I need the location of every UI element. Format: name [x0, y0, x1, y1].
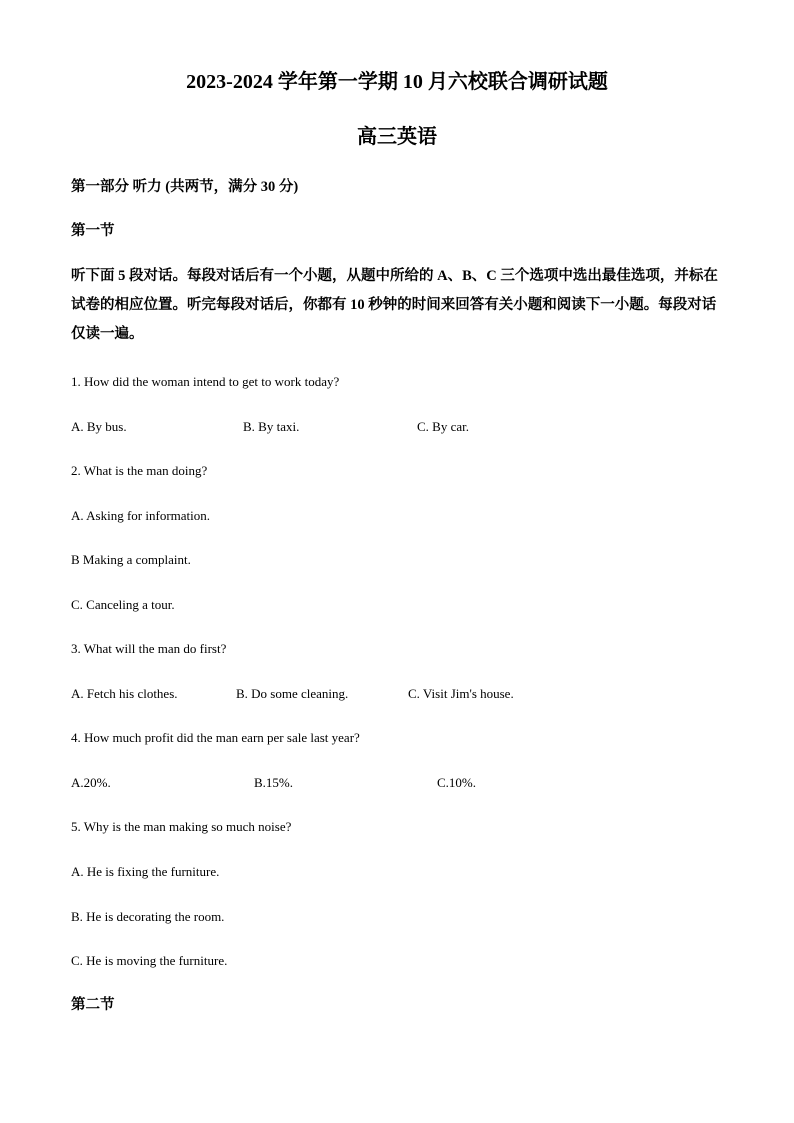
exam-subject: 高三英语: [357, 126, 437, 148]
question-2-option-a: A. Asking for information.: [71, 508, 211, 523]
question-4-stem: 4. How much profit did the man earn per sale last year?: [71, 730, 360, 745]
question-5-stem: 5. Why is the man making so much noise?: [71, 819, 292, 834]
section2-heading: 第二节: [71, 997, 115, 1013]
question-4-option-c: C.10%.: [437, 775, 476, 790]
question-2-option-c: C. Canceling a tour.: [71, 597, 175, 612]
question-5-option-b: B. He is decorating the room.: [71, 909, 225, 924]
question-1-option-a: A. By bus.: [71, 419, 127, 434]
question-1-stem: 1. How did the woman intend to get to work today?: [71, 374, 340, 389]
question-5-option-a: A. He is fixing the furniture.: [71, 864, 220, 879]
question-3-option-a: A. Fetch his clothes.: [71, 686, 178, 701]
exam-title: 2023-2024 学年第一学期 10 月六校联合调研试题: [186, 71, 608, 93]
question-5-option-c: C. He is moving the furniture.: [71, 953, 228, 968]
part1-heading: 第一部分 听力 (共两节，满分 30 分): [71, 179, 299, 195]
question-2-option-b: B Making a complaint.: [71, 552, 191, 567]
question-1-option-c: C. By car.: [417, 419, 469, 434]
question-1-option-b: B. By taxi.: [243, 419, 300, 434]
section1-heading: 第一节: [71, 223, 115, 239]
question-3-option-b: B. Do some cleaning.: [236, 686, 349, 701]
question-3-option-c: C. Visit Jim's house.: [408, 686, 514, 701]
question-4-option-b: B.15%.: [254, 775, 293, 790]
question-2-stem: 2. What is the man doing?: [71, 463, 208, 478]
question-4-option-a: A.20%.: [71, 775, 111, 790]
listening-instructions: 听下面 5 段对话。每段对话后有一个小题，从题中所给的 A、B、C 三个选项中选出最佳选项，并标在试卷的相应位置。听完每段对话后，你都有 10 秒钟的时间来回答有关小题和阅读下一小题。每段对话仅读一遍。: [71, 268, 718, 342]
question-3-stem: 3. What will the man do first?: [71, 641, 227, 656]
